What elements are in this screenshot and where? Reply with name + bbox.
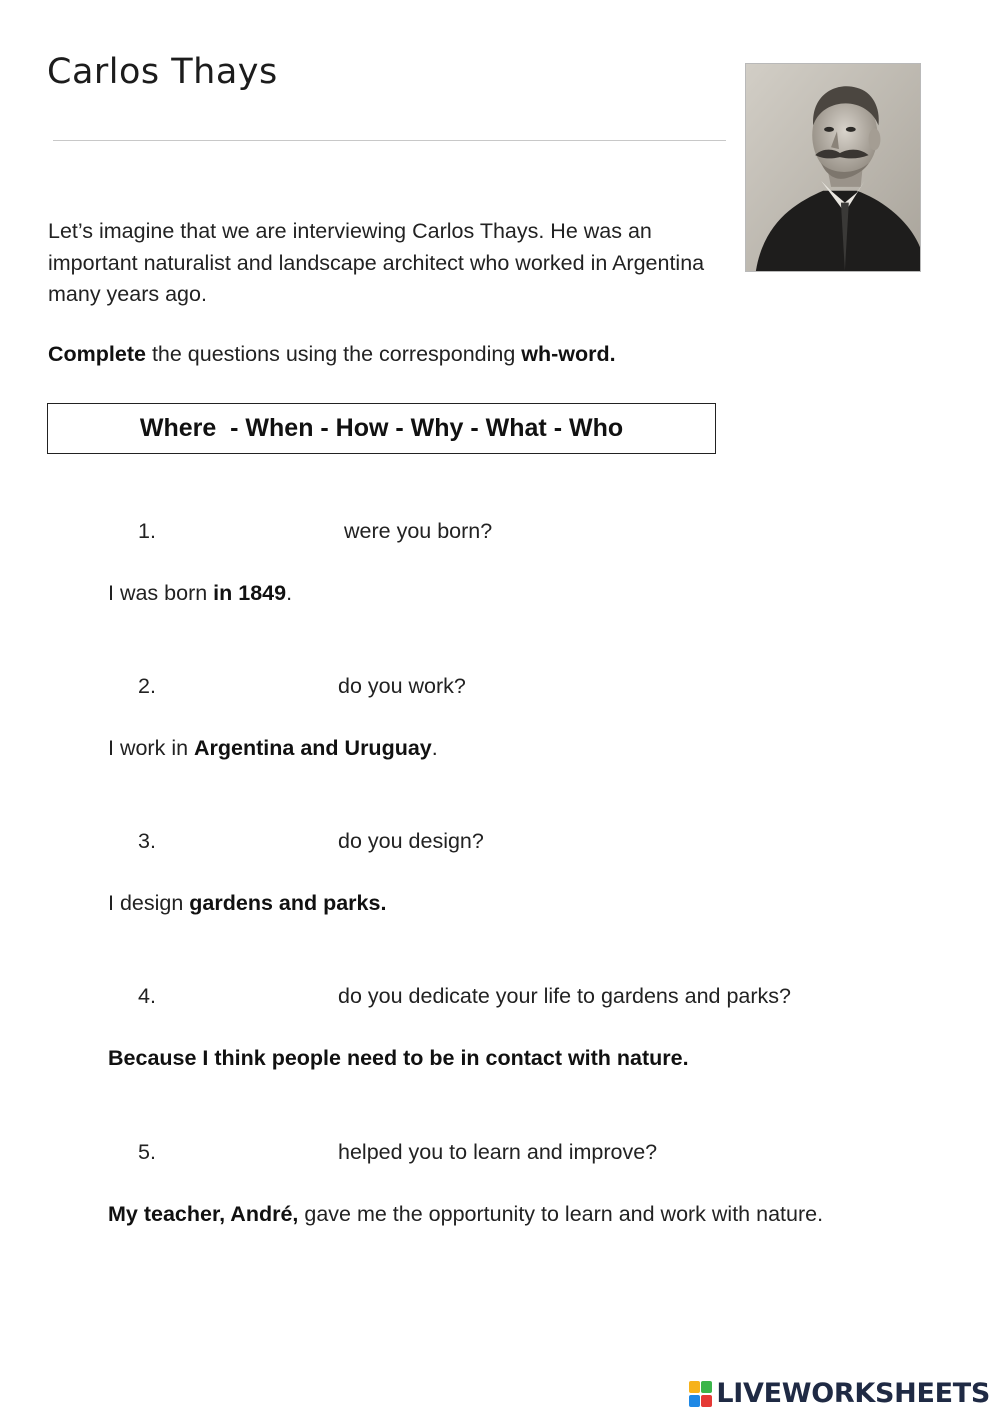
question-number-5: 5. bbox=[138, 1140, 156, 1164]
question-number-2: 2. bbox=[138, 674, 156, 698]
portrait-illustration bbox=[746, 64, 920, 271]
question-text-4: do you dedicate your life to gardens and parks? bbox=[338, 984, 791, 1008]
answer-1-bold: in 1849 bbox=[213, 581, 287, 605]
liveworksheets-logo-icon bbox=[689, 1379, 713, 1409]
liveworksheets-logo[interactable] bbox=[689, 1377, 990, 1411]
intro-paragraph: Let’s imagine that we are interviewing Carlos Thays. He was an important naturalist and landscape architect who worked in Argentina many years ago. bbox=[48, 219, 705, 306]
portrait-photo bbox=[745, 63, 921, 272]
question-text-5: helped you to learn and improve? bbox=[338, 1140, 658, 1164]
answer-5-bold: My teacher, André, bbox=[108, 1202, 299, 1226]
answer-2 bbox=[108, 735, 438, 761]
answer-2-plain-end: . bbox=[431, 736, 438, 760]
title-divider bbox=[53, 140, 726, 141]
question-text-3: do you design? bbox=[338, 829, 484, 853]
question-number-3: 3. bbox=[138, 829, 156, 853]
answer-5 bbox=[108, 1201, 823, 1227]
answer-4-bold: Because I think people need to be in contact with nature. bbox=[108, 1046, 689, 1070]
answer-1-plain-start: I was born bbox=[108, 581, 214, 605]
answer-4 bbox=[108, 1045, 689, 1071]
answer-5-plain-end: gave me the opportunity to learn and work with nature. bbox=[298, 1202, 824, 1226]
question-number-4: 4. bbox=[138, 984, 156, 1008]
answer-1-plain-end: . bbox=[286, 581, 293, 605]
question-text-1: were you born? bbox=[344, 519, 493, 543]
question-text-2: do you work? bbox=[338, 674, 466, 698]
page-title: Carlos Thays bbox=[47, 52, 278, 92]
wh-word-bank: Where - When - How - Why - What - Who bbox=[47, 403, 716, 454]
liveworksheets-logo-text: LIVEWORKSHEETS bbox=[716, 1378, 990, 1409]
answer-2-bold: Argentina and Uruguay bbox=[194, 736, 432, 760]
answer-2-plain-start: I work in bbox=[108, 736, 195, 760]
instruction-middle: the questions using the corresponding bbox=[145, 342, 522, 366]
answer-3 bbox=[108, 890, 386, 916]
answer-3-bold: gardens and parks. bbox=[189, 891, 387, 915]
answer-1 bbox=[108, 580, 292, 606]
instruction-bold-complete: Complete bbox=[48, 342, 146, 366]
question-number-1: 1. bbox=[138, 519, 156, 543]
answer-3-plain-start: I design bbox=[108, 891, 190, 915]
instruction-bold-wh-word: wh-word. bbox=[521, 342, 616, 366]
instruction-text bbox=[48, 339, 616, 370]
